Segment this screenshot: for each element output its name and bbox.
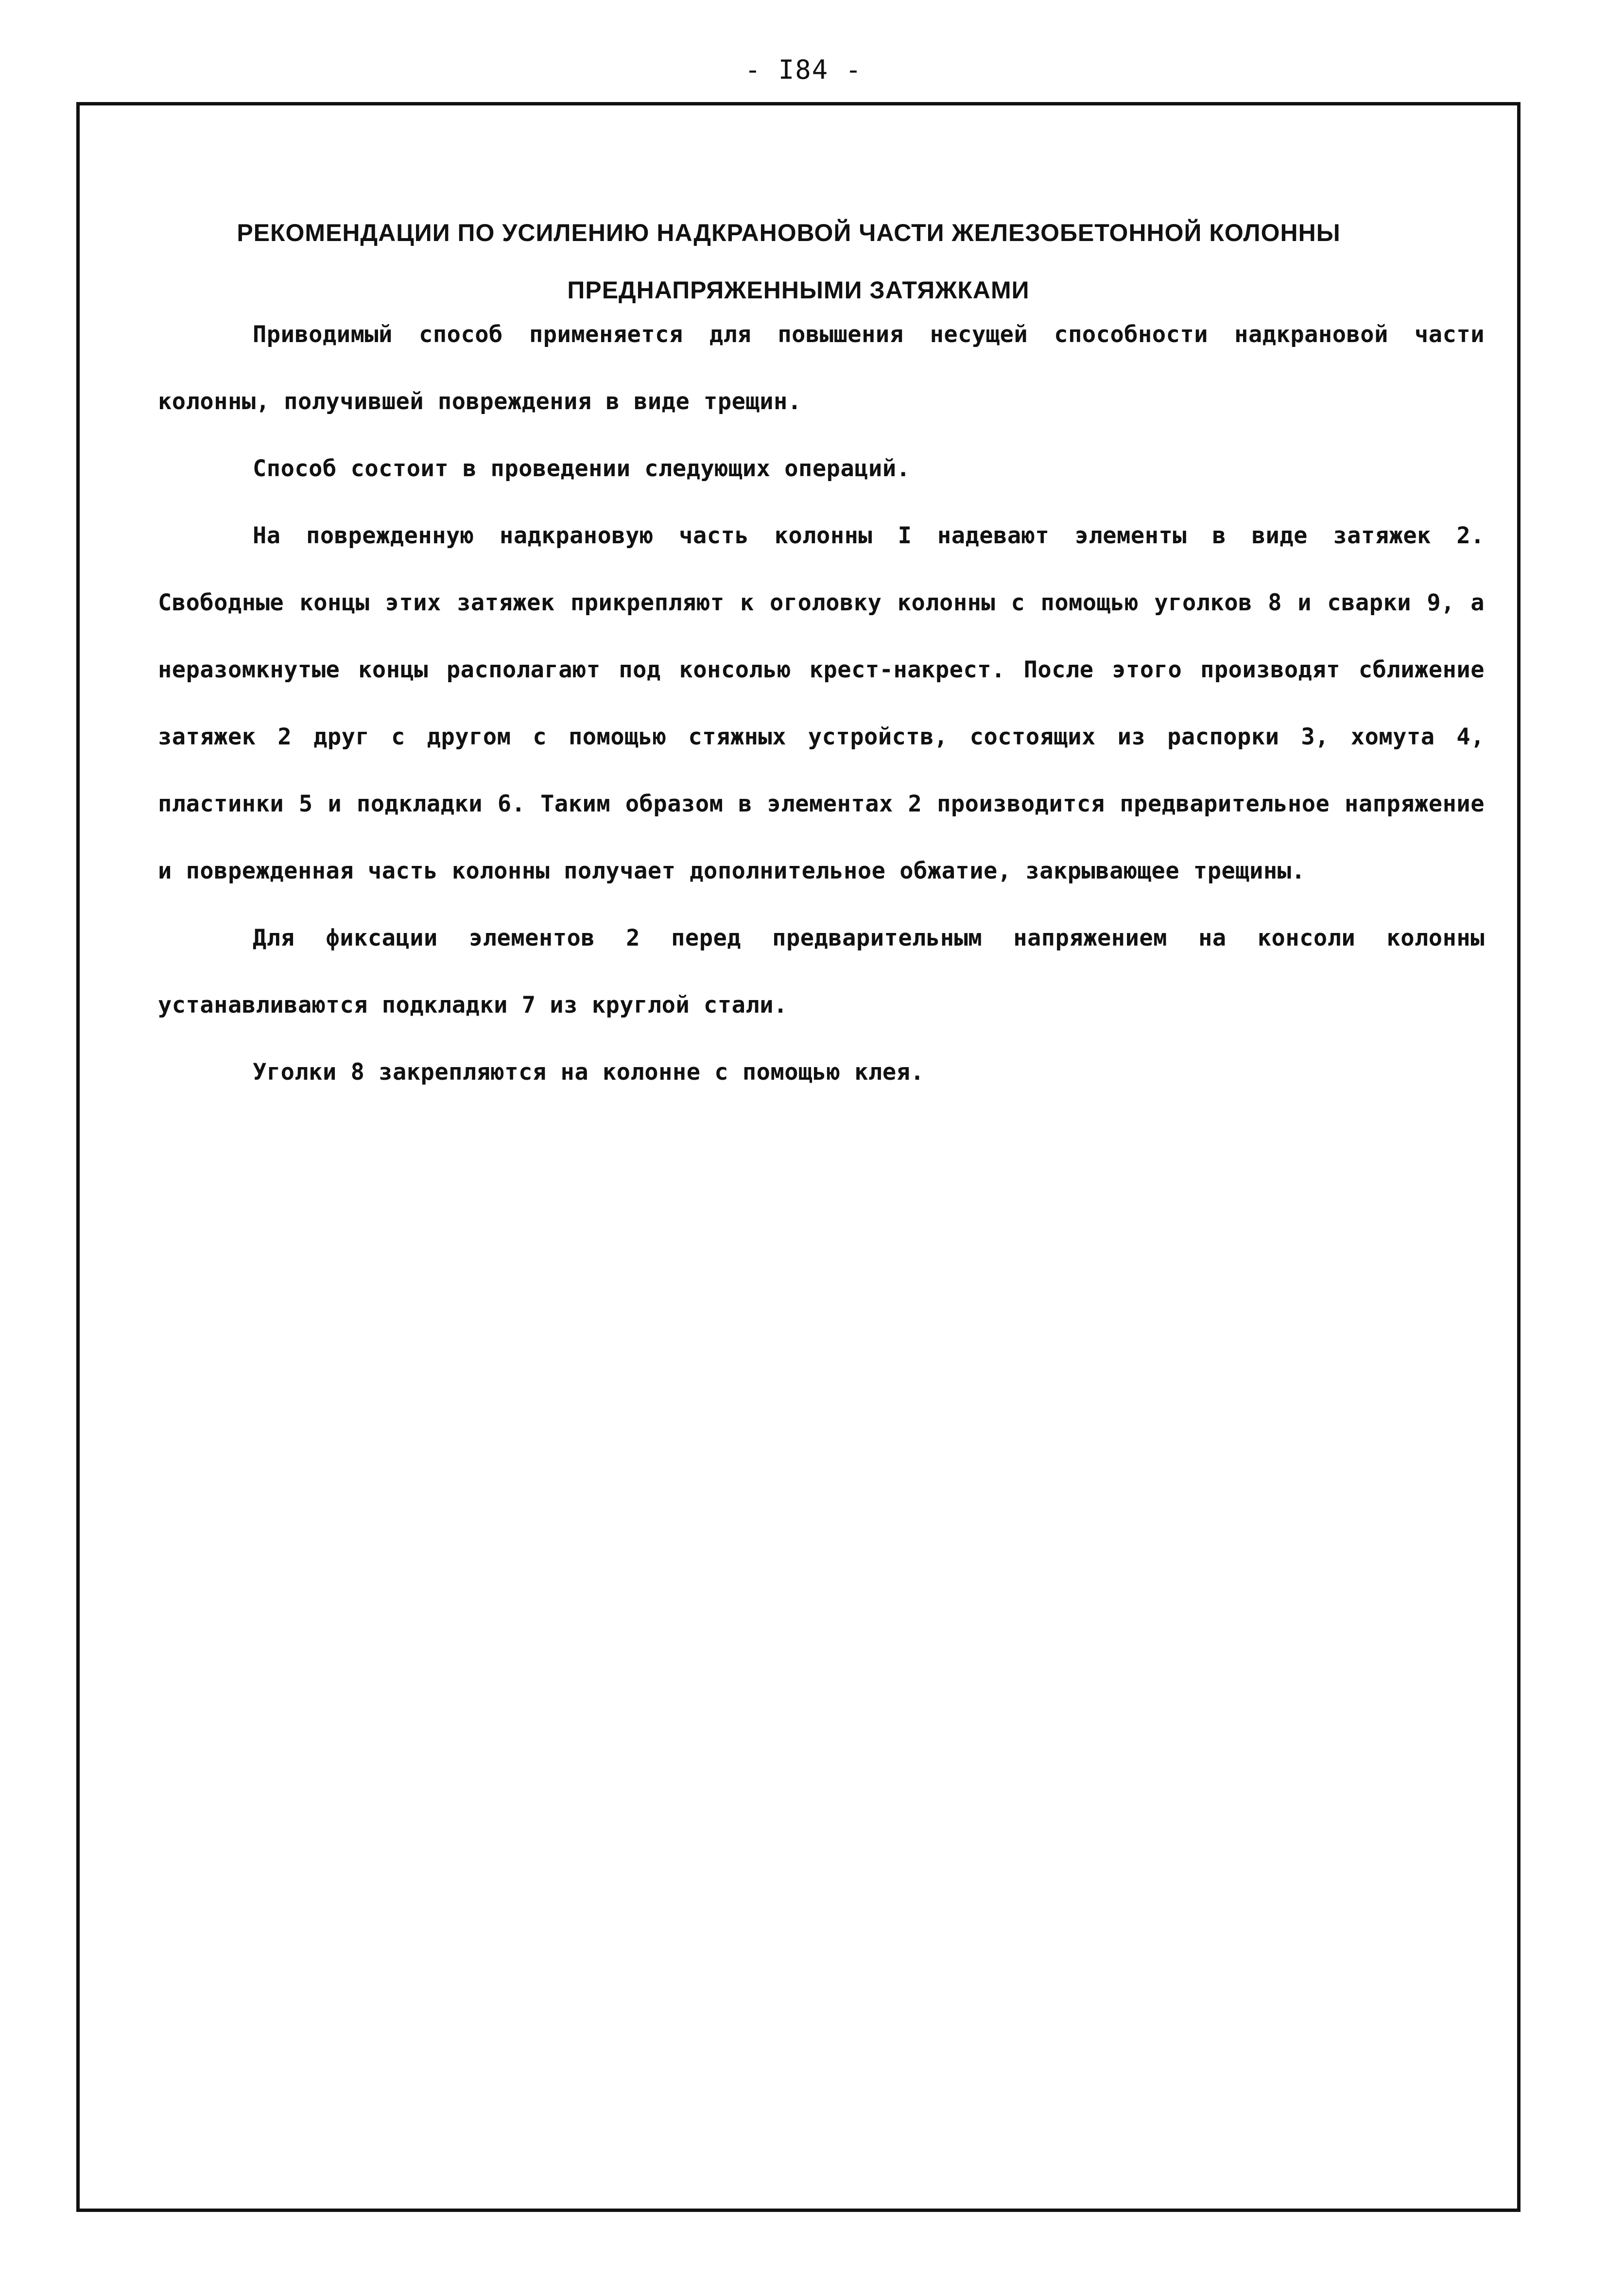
paragraph-fixation: Для фиксации элементов 2 перед предварительным напряжением на консоли колонны устанавливаются подкладки 7 из круглой стали. (158, 925, 1485, 1019)
page-number: - I84 - (744, 54, 863, 85)
paragraph-angles: Уголки 8 закрепляются на колонне с помощью клея. (253, 1059, 925, 1086)
paragraph-method-intro: Способ состоит в проведении следующих операций. (253, 455, 911, 482)
title-line-2: ПРЕДНАПРЯЖЕННЫМИ ЗАТЯЖКАМИ (567, 276, 1030, 304)
document-body (158, 301, 1485, 1106)
paragraph-procedure: На поврежденную надкрановую часть колонны I надевают элементы в виде затяжек 2. Свободные концы этих затяжек прикрепляют к оголовку колонны с помощью уголков 8 и сварки 9, а неразомкнутые концы располагают под консолью крест-накрест. После этого производят сближение затяжек 2 друг с другом с помощью стяжных устройств, состоящих из распорки 3, хомута 4, пластинки 5 и подкладки 6. Таким образом в элементах 2 производится предварительное напряжение и поврежденная часть колонны получает дополнительное обжатие, закрывающее трещины. (158, 522, 1485, 884)
title-line-1: РЕКОМЕНДАЦИИ ПО УСИЛЕНИЮ НАДКРАНОВОЙ ЧАСТИ ЖЕЛЕЗОБЕТОННОЙ КОЛОННЫ (237, 219, 1341, 246)
paragraph-purpose: Приводимый способ применяется для повышения несущей способности надкрановой части колонны, получившей повреждения в виде трещин. (158, 321, 1485, 415)
